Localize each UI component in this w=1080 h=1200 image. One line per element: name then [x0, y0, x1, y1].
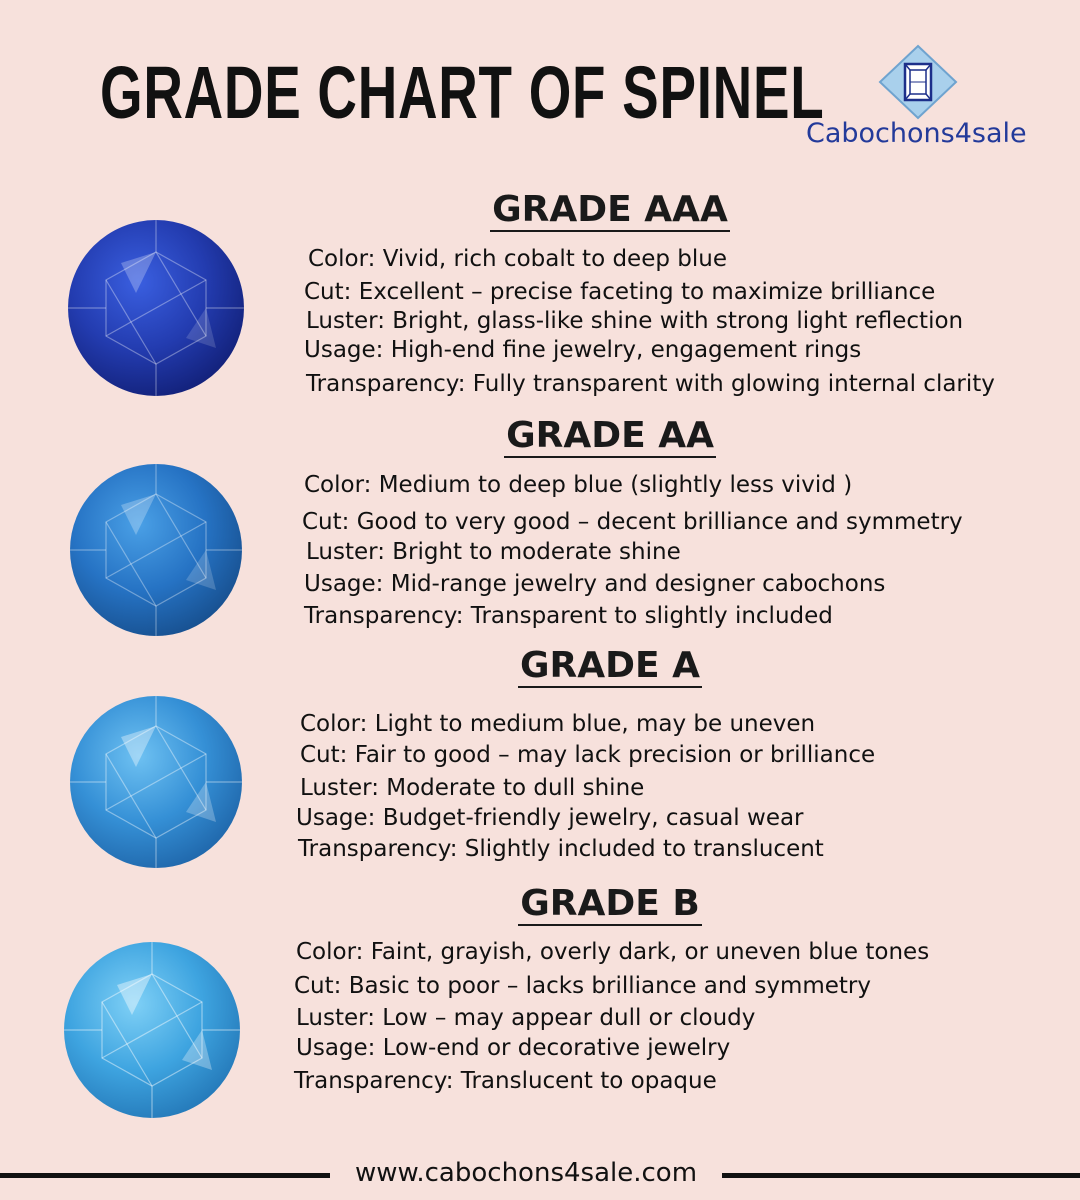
- transparency-attribute: Transparency: Fully transparent with glowing internal clarity: [306, 371, 995, 397]
- grade-heading: GRADE AA: [506, 415, 714, 456]
- luster-attribute: Luster: Bright, glass-like shine with strong light reflection: [306, 308, 964, 334]
- grade-heading: GRADE A: [520, 645, 700, 686]
- gem-logo-icon: [870, 44, 966, 120]
- gem-image-aaa-icon: [66, 218, 246, 398]
- color-attribute: Color: Faint, grayish, overly dark, or uneven blue tones: [296, 939, 930, 965]
- footer-divider-left: [0, 1173, 330, 1178]
- usage-attribute: Usage: High-end fine jewelry, engagement rings: [304, 337, 862, 363]
- brand-name: Cabochons4sale: [806, 118, 1027, 149]
- usage-attribute: Usage: Mid-range jewelry and designer cabochons: [304, 571, 886, 597]
- page-title: GRADE CHART OF SPINEL: [100, 51, 825, 134]
- color-attribute: Color: Vivid, rich cobalt to deep blue: [308, 246, 727, 272]
- transparency-attribute: Transparency: Translucent to opaque: [294, 1068, 717, 1094]
- gem-image-b-icon: [62, 940, 242, 1120]
- grade-heading: GRADE B: [520, 883, 700, 924]
- cut-attribute: Cut: Excellent – precise faceting to maximize brilliance: [304, 279, 936, 305]
- luster-attribute: Luster: Bright to moderate shine: [306, 539, 681, 565]
- usage-attribute: Usage: Low-end or decorative jewelry: [296, 1035, 731, 1061]
- color-attribute: Color: Medium to deep blue (slightly less vivid ): [304, 472, 853, 498]
- luster-attribute: Luster: Low – may appear dull or cloudy: [296, 1005, 756, 1031]
- cut-attribute: Cut: Fair to good – may lack precision or brilliance: [300, 742, 876, 768]
- luster-attribute: Luster: Moderate to dull shine: [300, 775, 645, 801]
- cut-attribute: Cut: Basic to poor – lacks brilliance and symmetry: [294, 973, 871, 999]
- transparency-attribute: Transparency: Slightly included to translucent: [298, 836, 824, 862]
- grade-heading: GRADE AAA: [492, 189, 728, 230]
- transparency-attribute: Transparency: Transparent to slightly included: [304, 603, 833, 629]
- cut-attribute: Cut: Good to very good – decent brilliance and symmetry: [302, 509, 963, 535]
- gem-image-aa-icon: [66, 460, 246, 640]
- footer-divider-right: [722, 1173, 1080, 1178]
- gem-image-a-icon: [66, 692, 246, 872]
- footer-website-link[interactable]: www.cabochons4sale.com: [354, 1158, 698, 1188]
- usage-attribute: Usage: Budget-friendly jewelry, casual wear: [296, 805, 804, 831]
- color-attribute: Color: Light to medium blue, may be uneven: [300, 711, 816, 737]
